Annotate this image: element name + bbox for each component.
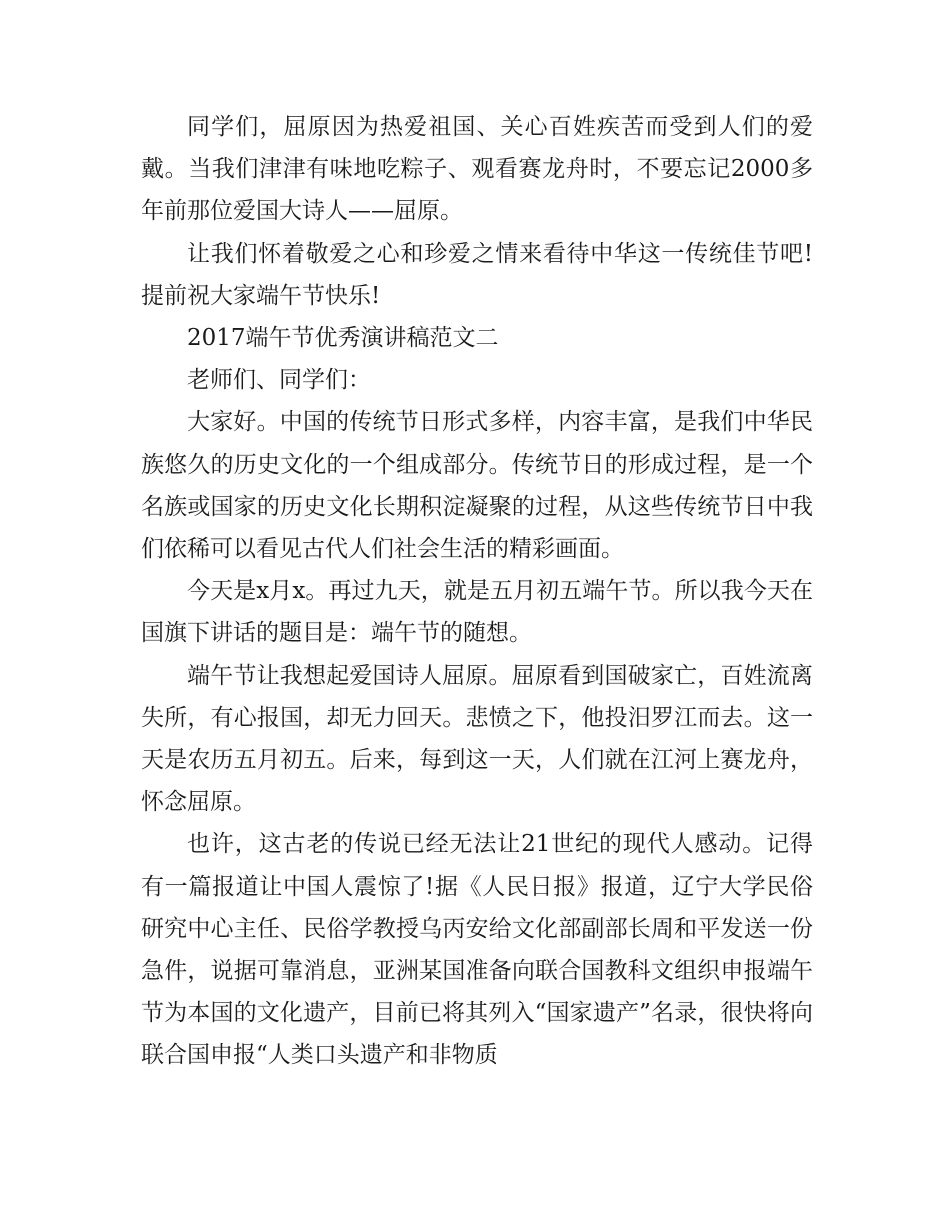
paragraph-2: 让我们怀着敬爱之心和珍爱之情来看待中华这一传统佳节吧!提前祝大家端午节快乐!	[141, 240, 813, 309]
paragraph-6: 也许，这古老的传说已经无法让21世纪的现代人感动。记得有一篇报道让中国人震惊了!据《人民日报》报道，辽宁大学民俗研究中心主任、民俗学教授乌丙安给文化部副部长周和平发送一份急件，说据可靠消息，亚洲某国准备向联合国教科文组织申报端午节为本国的文化遗产，目前已将其列入“国家遗产”名录，很快将向联合国申报“人类口头遗产和非物质	[141, 831, 813, 1069]
document-body	[141, 106, 813, 1077]
paragraph-4: 今天是x月x。再过九天，就是五月初五端午节。所以我今天在国旗下讲话的题目是：端午节的随想。	[141, 578, 813, 647]
paragraph-3: 大家好。中国的传统节日形式多样，内容丰富，是我们中华民族悠久的历史文化的一个组成部分。传统节日的形成过程，是一个名族或国家的历史文化长期积淀凝聚的过程，从这些传统节日中我们依稀可以看见古代人们社会生活的精彩画面。	[141, 409, 813, 563]
paragraph-5: 端午节让我想起爱国诗人屈原。屈原看到国破家亡，百姓流离失所，有心报国，却无力回天。悲愤之下，他投汨罗江而去。这一天是农历五月初五。后来，每到这一天，人们就在江河上赛龙舟，怀念屈原。	[141, 662, 813, 816]
salutation: 老师们、同学们：	[187, 367, 371, 394]
paragraph-1: 同学们，屈原因为热爱祖国、关心百姓疾苦而受到人们的爱戴。当我们津津有味地吃粽子、观看赛龙舟时，不要忘记2000多年前那位爱国大诗人——屈原。	[141, 114, 813, 225]
section-heading: 2017端午节优秀演讲稿范文二	[187, 325, 499, 352]
